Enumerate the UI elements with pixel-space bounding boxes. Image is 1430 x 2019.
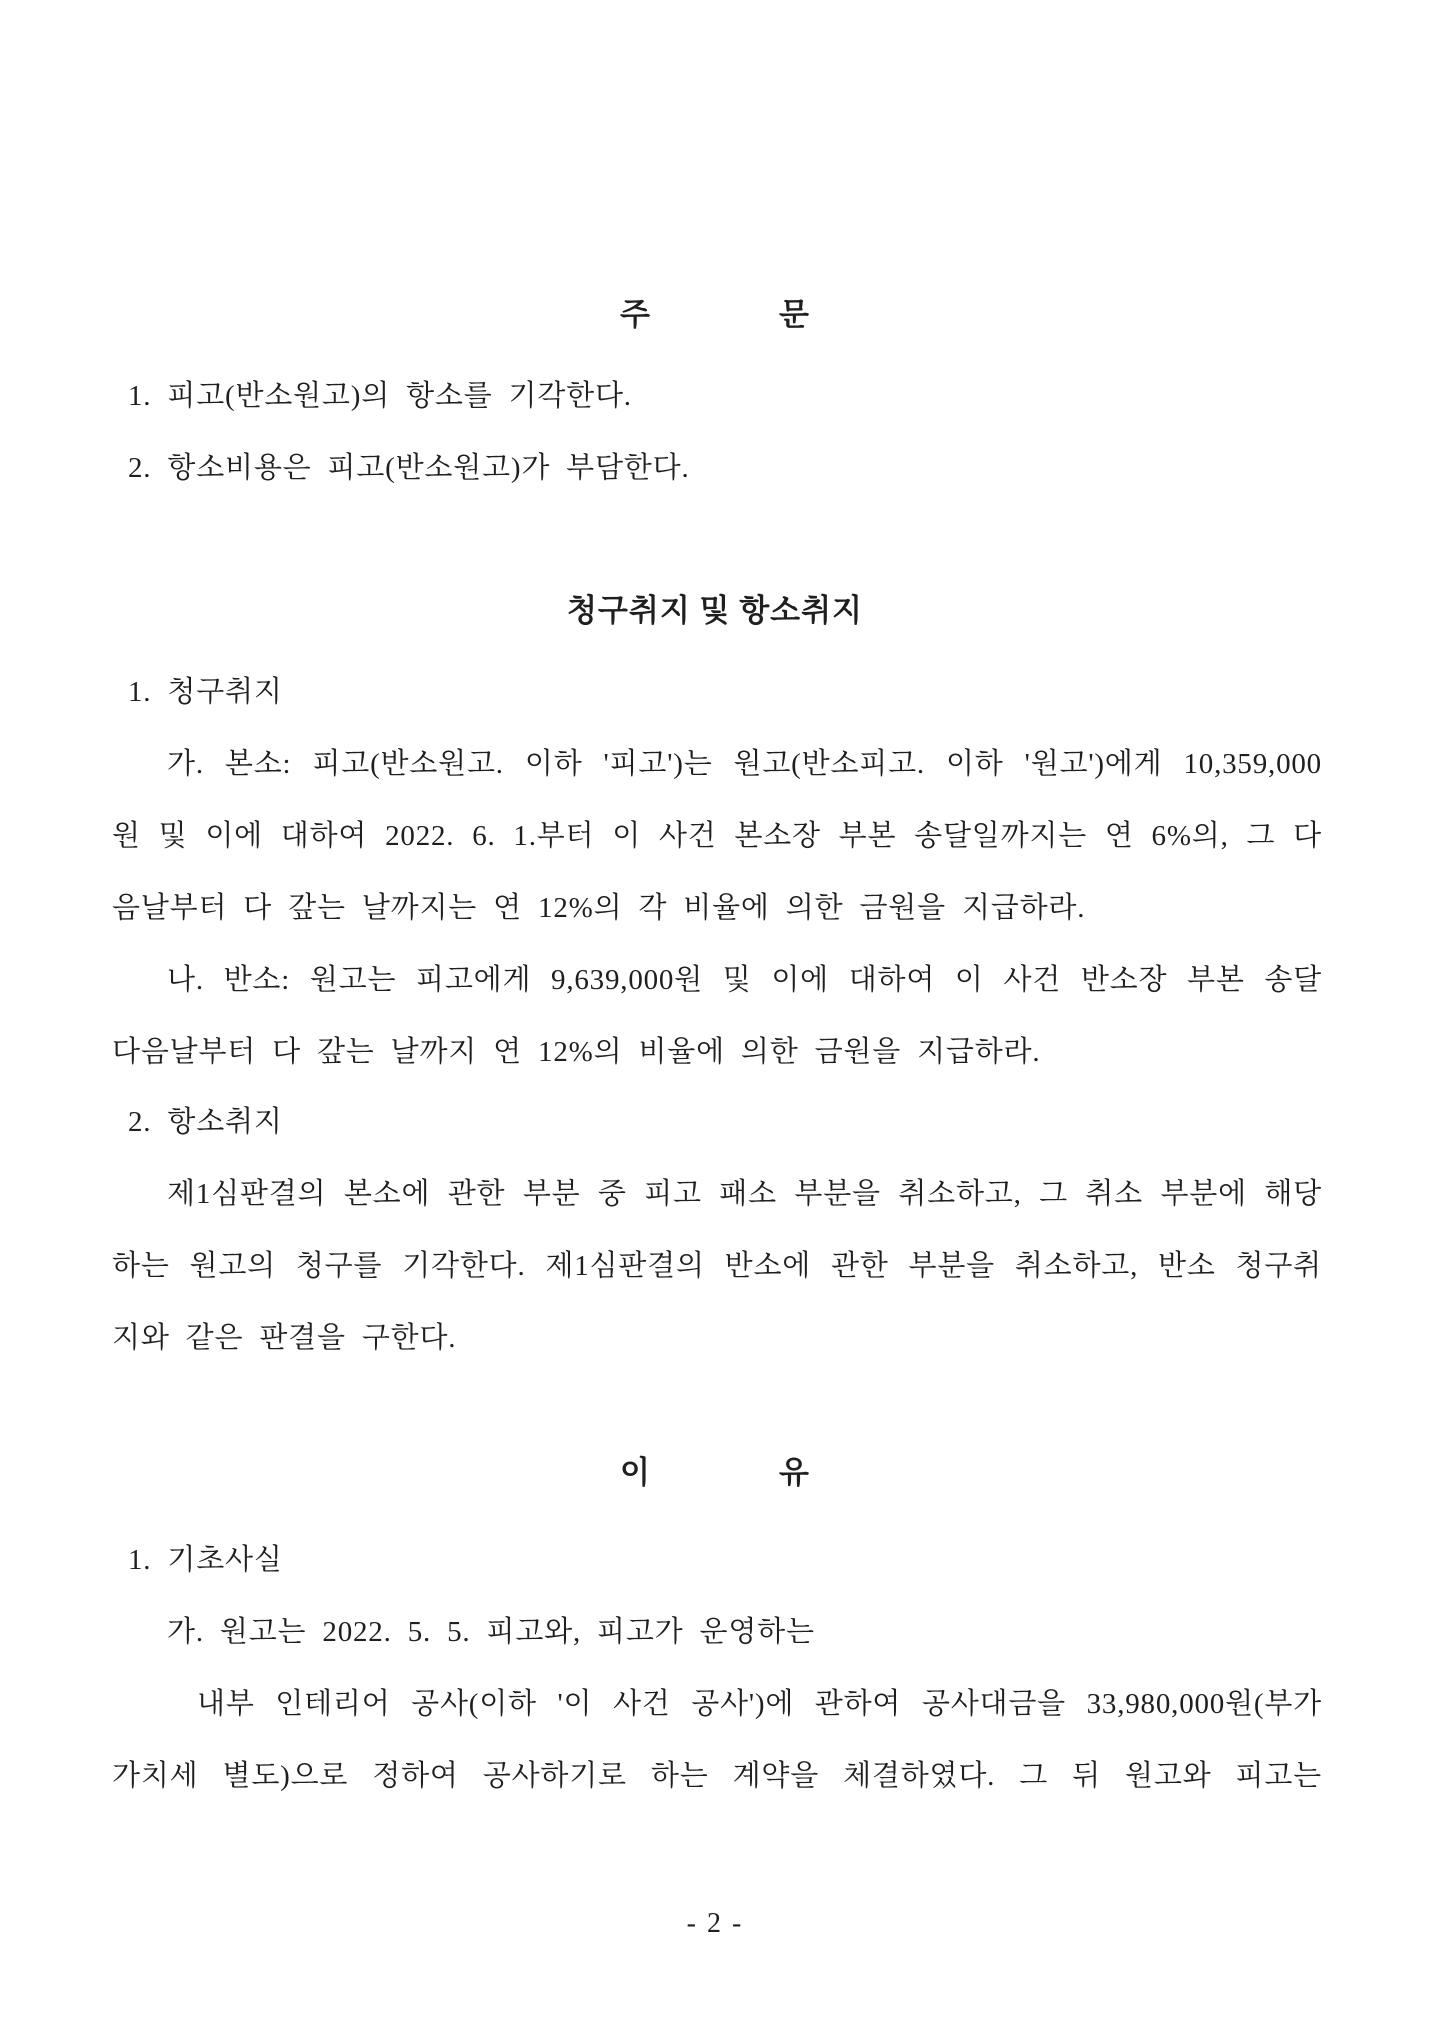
claim-main-line-2: 원 및 이에 대하여 2022. 6. 1.부터 이 사건 본소장 부본 송달일까지는 연 6%의, 그 다 [112, 820, 1322, 852]
facts-line-1: 가. 원고는 2022. 5. 5. 피고와, 피고가 운영하는 [167, 1616, 815, 1648]
appeal-line-3: 지와 같은 판결을 구한다. [112, 1322, 457, 1354]
appeal-line-2: 하는 원고의 청구를 기각한다. 제1심판결의 반소에 관한 부분을 취소하고, 반소 청구취 [112, 1250, 1322, 1282]
claims-heading-2: 2. 항소취지 [128, 1106, 283, 1138]
claims-section-title: 청구취지 및 항소취지 [566, 593, 863, 628]
facts-line-2: 내부 인테리어 공사(이하 '이 사건 공사')에 관하여 공사대금을 33,980,000원(부가 [197, 1688, 1322, 1720]
claim-counter-line-2: 다음날부터 다 갚는 날까지 연 12%의 비율에 의한 금원을 지급하라. [112, 1036, 1041, 1068]
claim-counter-line-1: 나. 반소: 원고는 피고에게 9,639,000원 및 이에 대하여 이 사건 반소장 부본 송달 [167, 964, 1322, 996]
facts-line-3: 가치세 별도)으로 정하여 공사하기로 하는 계약을 체결하였다. 그 뒤 원고와 피고는 [112, 1760, 1322, 1792]
claims-heading-1: 1. 청구취지 [128, 676, 283, 708]
claim-main-line-3: 음날부터 다 갚는 날까지는 연 12%의 각 비율에 의한 금원을 지급하라. [112, 892, 1086, 924]
facts-heading: 1. 기초사실 [128, 1544, 283, 1576]
order-section-title: 주 문 [620, 297, 810, 332]
order-item-1: 1. 피고(반소원고)의 항소를 기각한다. [128, 380, 632, 412]
reasons-section-title: 이 유 [620, 1455, 810, 1490]
order-item-2: 2. 항소비용은 피고(반소원고)가 부담한다. [128, 452, 690, 484]
appeal-line-1: 제1심판결의 본소에 관한 부분 중 피고 패소 부분을 취소하고, 그 취소 부분에 해당 [167, 1178, 1322, 1210]
claim-main-line-1: 가. 본소: 피고(반소원고. 이하 '피고')는 원고(반소피고. 이하 '원고')에게 10,359,000 [167, 748, 1322, 780]
page-number: - 2 - [686, 1908, 744, 1939]
